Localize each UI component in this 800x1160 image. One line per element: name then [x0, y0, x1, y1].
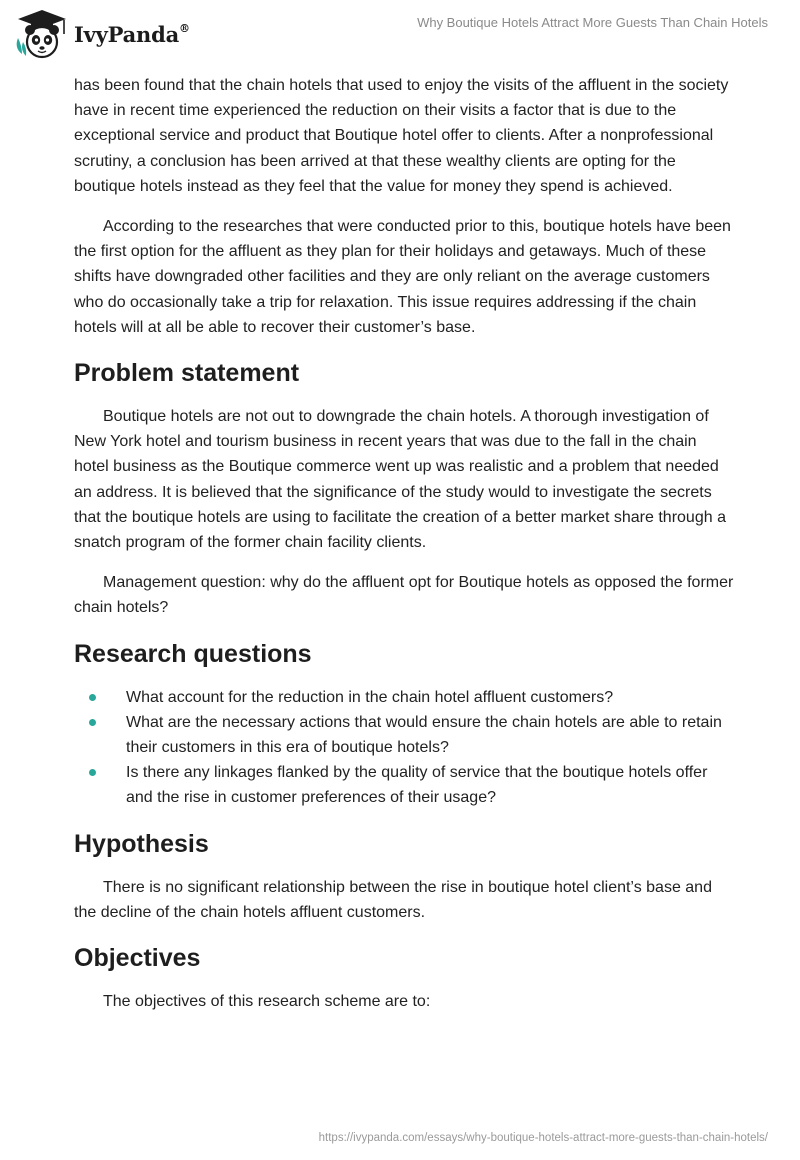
list-item: Is there any linkages flanked by the quality of service that the boutique hotels offer and the rise in customer preferences of their usage?: [74, 760, 734, 810]
hypothesis-heading: Hypothesis: [74, 829, 209, 858]
panda-logo-icon: [14, 8, 70, 60]
bullet-icon: [89, 719, 96, 726]
research-questions-list: [74, 685, 734, 811]
management-question-paragraph: Management question: why do the affluent opt for Boutique hotels as opposed the former chain hotels?: [74, 574, 734, 617]
problem-statement-heading: Problem statement: [74, 359, 300, 388]
source-url-link[interactable]: https://ivypanda.com/essays/why-boutique-hotels-attract-more-guests-than-chain-hotels/: [318, 1132, 768, 1144]
list-item: What are the necessary actions that would ensure the chain hotels are able to retain their customers in this era of boutique hotels?: [74, 710, 734, 760]
bullet-icon: [89, 769, 96, 776]
problem-paragraph-1: Boutique hotels are not out to downgrade the chain hotels. A thorough investigation of New York hotel and tourism business in recent years that was due to the fall in the chain hotel business as the Boutique commerce went up was realistic and a problem that needed an address. It is believed that the significance of the study would to investigate the secrets that the boutique hotels are using to facilitate the creation of a better market share through a snatch program of the former chain facility clients.: [74, 408, 726, 552]
intro-paragraph-1: has been found that the chain hotels that used to enjoy the visits of the affluent in the society have in recent time experienced the reduction on their visits a factor that is due to the exceptional service and product that Boutique hotel offer to clients. After a nonprofessional scrutiny, a conclusion has been arrived at that these wealthy clients are opting for the boutique hotels instead as they feel that the value for money they spend is achieved.: [74, 77, 729, 195]
bullet-icon: [89, 694, 96, 701]
objectives-paragraph: The objectives of this research scheme are to:: [103, 993, 431, 1011]
page-header: [0, 0, 800, 64]
hypothesis-paragraph: There is no significant relationship between the rise in boutique hotel client’s base and the decline of the chain hotels affluent customers.: [74, 878, 712, 921]
registered-mark: ®: [179, 21, 190, 35]
brand-name: IvyPanda®: [74, 21, 190, 47]
list-item: What account for the reduction in the chain hotel affluent customers?: [74, 685, 734, 710]
essay-content: [74, 73, 734, 1029]
running-title: Why Boutique Hotels Attract More Guests Than Chain Hotels: [417, 15, 768, 30]
intro-paragraph-2: According to the researches that were conducted prior to this, boutique hotels have been the first option for the affluent as they plan for their holidays and getaways. Much of these shifts have downgraded other facilities and they are only reliant on the average customers who do occasionally take a trip for relaxation. This issue requires addressing if the chain hotels will at all be able to recover their customer’s base.: [74, 218, 731, 336]
brand-logo[interactable]: [14, 8, 190, 60]
research-questions-heading: Research questions: [74, 639, 312, 668]
objectives-heading: Objectives: [74, 944, 201, 973]
